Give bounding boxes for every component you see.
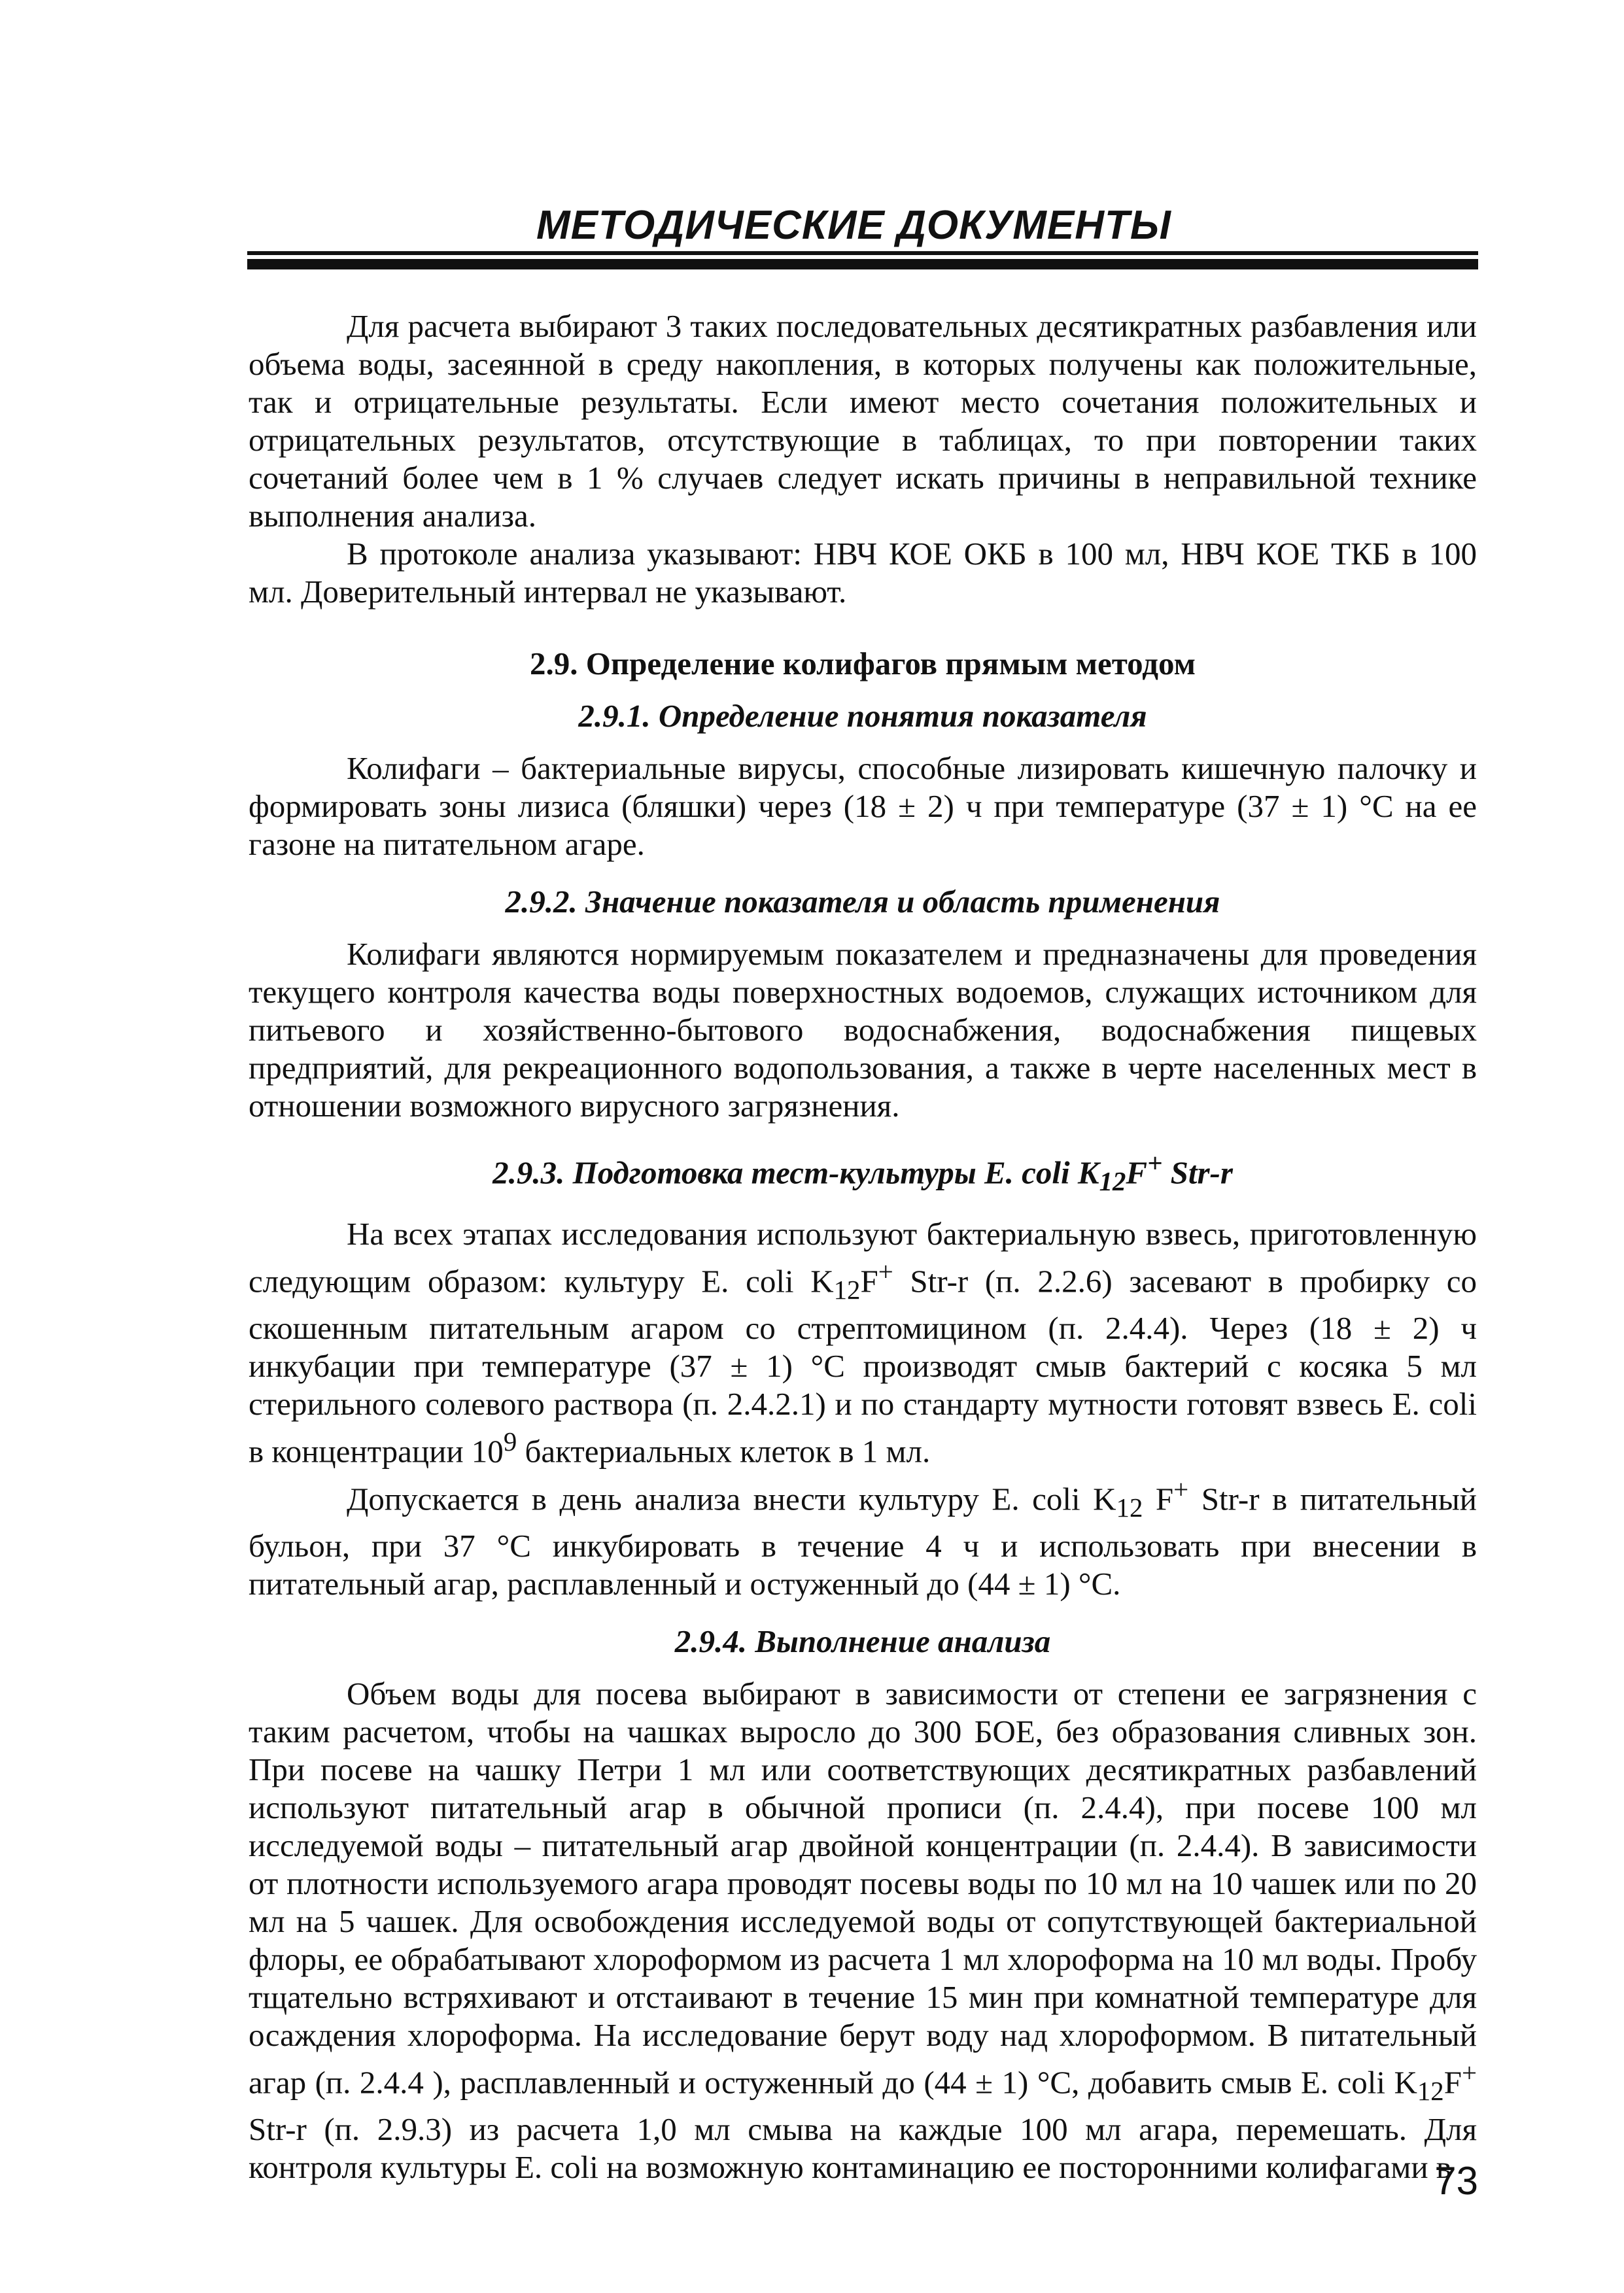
page-number: 73 bbox=[1434, 2159, 1478, 2203]
header-rule-thick bbox=[247, 259, 1478, 269]
paragraph-protocol: В протоколе анализа указывают: НВЧ КОЕ ОКБ в 100 мл, НВЧ КОЕ ТКБ в 100 мл. Доверительный интервал не указывают. bbox=[249, 536, 1477, 610]
main-text bbox=[249, 307, 1477, 2186]
paragraph-application: Колифаги являются нормируемым показателем и предназначены для проведения текущего контроля качества воды поверхностных водоемов, служащих источником для питьевого и хозяйственно-бытового водоснабжения, водоснабжения пищевых предприятий, для рекреационного водопользования, а также в черте населенных мест в отношении возможного вирусного загрязнения. bbox=[249, 936, 1477, 1124]
paragraph-calculation: Для расчета выбирают 3 таких последовательных десятикратных разбавления или объема воды, засеянной в среду накопления, в которых получены как положительные, так и отрицательные результаты. Если имеют место сочетания положительных и отрицательных результатов, отсутствующие в таблицах, то при повторении таких сочетаний более чем в 1 % случаев следует искать причины в неправильной технике выполнения анализа. bbox=[249, 308, 1477, 534]
running-header-title: МЕТОДИЧЕСКИЕ ДОКУМЕНТЫ bbox=[536, 203, 1171, 248]
subsection-heading-2-9-2: 2.9.2. Значение показателя и область применения bbox=[505, 884, 1220, 920]
subsection-heading-2-9-4: 2.9.4. Выполнение анализа bbox=[674, 1623, 1051, 1659]
paragraph-definition: Колифаги – бактериальные вирусы, способные лизировать кишечную палочку и формировать зоны лизиса (бляшки) через (18 ± 2) ч при температуре (37 ± 1) °С на ее газоне на питательном агаре. bbox=[249, 750, 1477, 862]
subsection-heading-2-9-1: 2.9.1. Определение понятия показателя bbox=[578, 698, 1147, 734]
section-heading-2-9: 2.9. Определение колифагов прямым методом bbox=[530, 646, 1196, 681]
paragraph-test-culture-preparation: На всех этапах исследования используют бактериальную взвесь, приготовленную следующим образом: культуру E. coli $K_{12}F^+$ Str-r (п. 2.2.6) засевают в пробирку со скошенным питательным агаром со стрептомицином (п. 2.4.4). Через (18 ± 2) ч инкубации при температуре (37 ± 1) °С производят смыв бактерий с косяка 5 мл стерильного солевого раствора (п. 2.4.2.1) и по стандарту мутности готовят взвесь E. coli в концентрации $10^9$ бактериальных клеток в 1 мл. bbox=[249, 1216, 1477, 1470]
paragraph-culture-alternative: Допускается в день анализа внести культуру E. coli $K_{12}$ F+ Str-r в питательный бульон, при 37 °С инкубировать в течение 4 ч и использовать при внесении в питательный агар, расплавленный и остуженный до (44 ± 1) °С. bbox=[249, 1474, 1477, 1602]
subsection-heading-2-9-3: 2.9.3. Подготовка тест-культуры E. coli $K_{12}F^+$ Str-r bbox=[492, 1148, 1233, 1197]
paragraph-analysis-procedure: Объем воды для посева выбирают в зависимости от степени ее загрязнения с таким расчетом, чтобы на чашках выросло до 300 БОЕ, без образования сливных зон. При посеве на чашку Петри 1 мл или соответствующих десятикратных разбавлений используют питательный агар в обычной прописи (п. 2.4.4), при посеве 100 мл исследуемой воды – питательный агар двойной концентрации (п. 2.4.4). В зависимости от плотности используемого агара проводят посевы воды по 10 мл на 10 чашек или по 20 мл на 5 чашек. Для освобождения исследуемой воды от сопутствующей бактериальной флоры, ее обрабатывают хлороформом из расчета 1 мл хлороформа на 10 мл воды. Пробу тщательно встряхивают и отстаивают в течение 15 мин при комнатной температуре для осаждения хлороформа. На исследование берут воду над хлороформом. В питательный агар (п. 2.4.4 ), расплавленный и остуженный до (44 ± 1) °С, добавить смыв E. coli $K_{12}F^+$ Str-r (п. 2.9.3) из расчета 1,0 мл смыва на каждые 100 мл агара, перемешать. Для контроля культуры E. coli на возможную контаминацию ее посторонними колифагами в bbox=[249, 1675, 1477, 2185]
header-rule-thin bbox=[247, 251, 1478, 255]
